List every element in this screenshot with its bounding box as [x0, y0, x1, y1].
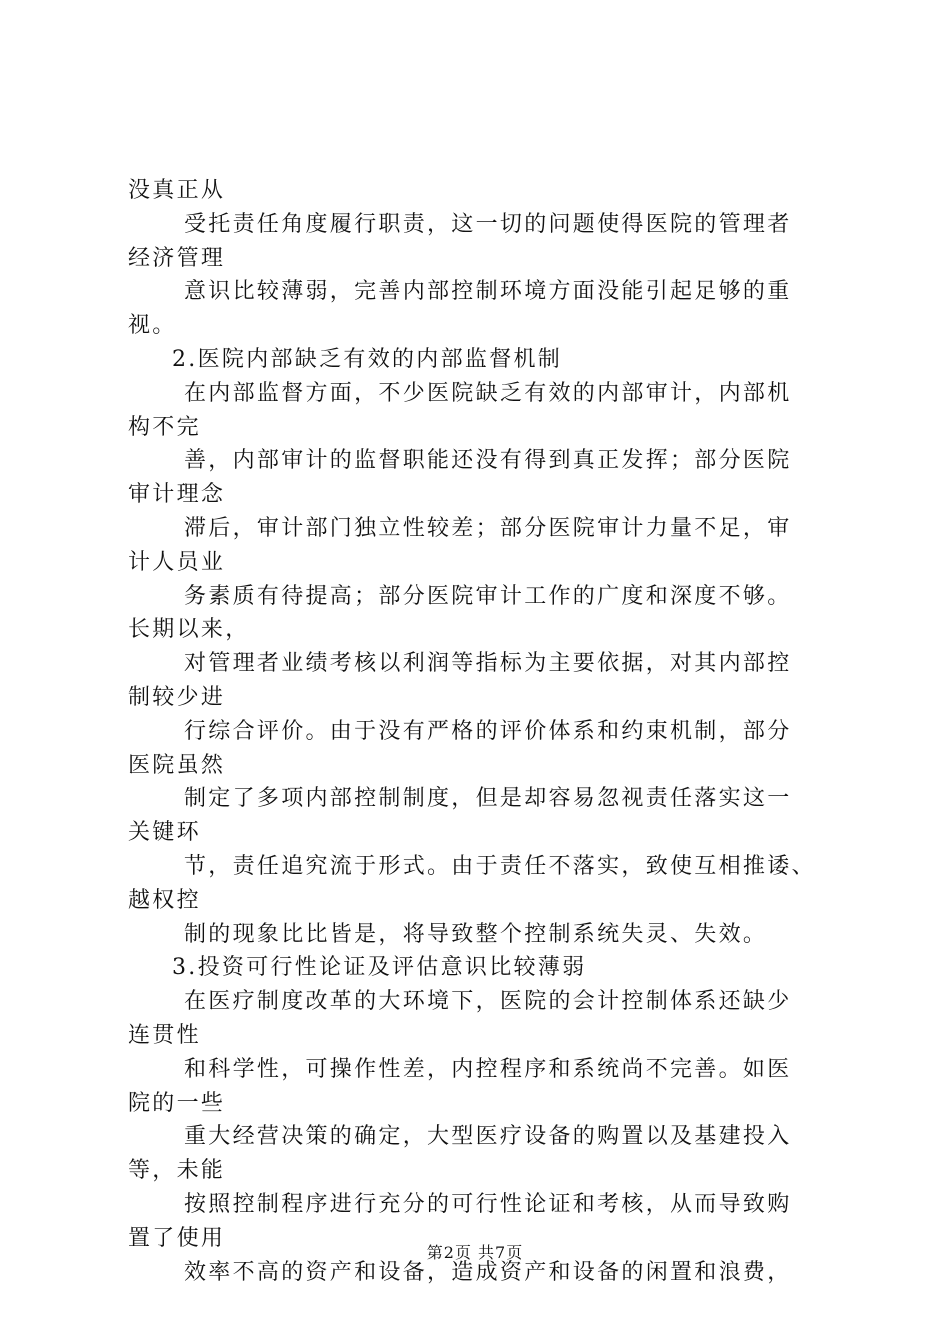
text-line: 制较少进: [128, 684, 226, 710]
text-line: 越权控: [128, 887, 201, 913]
document-body: [128, 174, 848, 1289]
text-line: 构不完: [128, 414, 201, 440]
text-line: 按照控制程序进行充分的可行性论证和考核，从而导致购: [184, 1191, 792, 1217]
text-line: 没真正从: [128, 178, 226, 203]
text-line: 意识比较薄弱，完善内部控制环境方面没能引起足够的重: [184, 279, 792, 305]
page-number-footer: 第2页 共7页: [426, 1243, 524, 1262]
text-line: 院的一些: [128, 1090, 226, 1116]
text-line: 滞后，审计部门独立性较差；部分医院审计力量不足，审: [184, 515, 792, 541]
text-line: 在内部监督方面，不少医院缺乏有效的内部审计，内部机: [184, 380, 792, 406]
text-line: 医院虽然: [128, 752, 226, 778]
text-line: 等，未能: [128, 1158, 226, 1184]
text-line: 关键环: [128, 820, 201, 846]
text-line: 审计理念: [128, 482, 226, 508]
text-line: 和科学性，可操作性差，内控程序和系统尚不完善。如医: [184, 1056, 792, 1082]
text-line: 重大经营决策的确定，大型医疗设备的购置以及基建投入: [184, 1124, 792, 1150]
text-line: 经济管理: [128, 245, 226, 271]
text-line: 连贯性: [128, 1022, 201, 1048]
text-line: 受托责任角度履行职责，这一切的问题使得医院的管理者: [184, 211, 792, 237]
text-line: 对管理者业绩考核以利润等指标为主要依据，对其内部控: [184, 651, 792, 677]
text-line: 务素质有待提高；部分医院审计工作的广度和深度不够。: [184, 583, 792, 609]
section-heading: 3.投资可行性论证及评估意识比较薄弱: [172, 955, 587, 981]
text-line: 效率不高的资产和设备，造成资产和设备的闲置和浪费，: [184, 1259, 792, 1285]
text-line: 善，内部审计的监督职能还没有得到真正发挥；部分医院: [184, 448, 792, 474]
text-line: 视。: [128, 313, 177, 339]
text-line: 在医疗制度改革的大环境下，医院的会计控制体系还缺少: [184, 989, 792, 1015]
text-line: 长期以来，: [128, 617, 250, 643]
section-heading: 2.医院内部缺乏有效的内部监督机制: [172, 346, 563, 372]
text-line: 行综合评价。由于没有严格的评价体系和约束机制，部分: [184, 718, 792, 744]
text-line: 制的现象比比皆是，将导致整个控制系统失灵、失效。: [184, 921, 768, 947]
text-line: 计人员业: [128, 549, 226, 575]
text-line: 制定了多项内部控制制度，但是却容易忽视责任落实这一: [184, 786, 792, 812]
text-line: 节，责任追究流于形式。由于责任不落实，致使互相推诿、: [184, 853, 816, 879]
text-line: 置了使用: [128, 1225, 226, 1251]
